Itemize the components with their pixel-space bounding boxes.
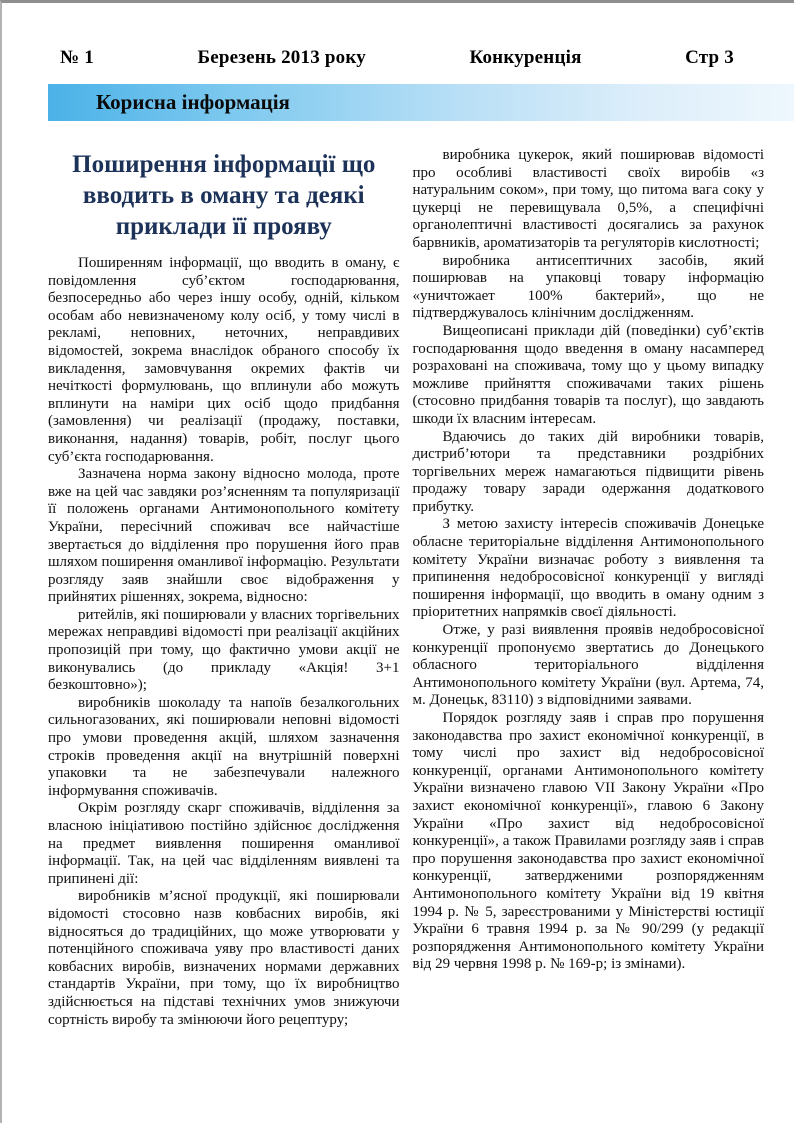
paragraph: виробника цукерок, який поширював відомості про особливі властивості своїх виробів «з натуральним соком», при тому, що питома вага соку у цукерці не перевищувала 0,5%, а специфічні органолептичні властивості досягались за рахунок барвників, ароматизаторів та регуляторів кислотності; xyxy=(412,147,764,251)
article-title: Поширення інформації що вводить в оману та деякі приклади її прояву xyxy=(72,151,376,240)
paragraph: Порядок розгляду заяв і справ про порушення законодавства про захист економічної конкуренції, в тому числі про захист від недобросовісної конкуренції, органами Антимонопольного комітету України визначено главою VII Закону України «Про захист економічної конкуренції», главою 6 Закону України «Про захист від недобросовісної конкуренції», а також Правилами розгляду заяв і справ про порушення законодавства про захист економічної конкуренції, затвердженими розпорядженням Антимонопольного комітету України від 19 квітня 1994 р. № 5, зареєстрованими у Міністерстві юстиції України 6 травня 1994 р. за № 90/299 (у редакції розпорядження Антимонопольного комітету України від 29 червня 1998 р. № 169-р; із змінами). xyxy=(412,710,764,973)
issue-date: Березень 2013 року xyxy=(197,47,366,68)
right-column xyxy=(413,147,765,1029)
paragraph: Поширенням інформації, що вводить в оману, є повідомлення суб’єктом господарювання, безпосередньо або через іншу особу, одній, кільком особам або невизначеному колу осіб, у тому числі в рекламі, неповних, неточних, неправдивих відомостей, зокрема внаслідок обраного способу їх викладення, замовчування окремих фактів чи нечіткості формулювань, що вплинули або можуть вплинути на наміри цих осіб щодо придбання (замовлення) чи реалізації (продажу, поставки, виконання, надання) товарів, робіт, послуг цього суб’єкта господарювання. xyxy=(48,255,400,465)
paragraph: Окрім розгляду скарг споживачів, відділення за власною ініціативою постійно здійснює дослідження на предмет виявлення поширення оманливої інформації. Так, на цей час відділенням виявлені та припинені дії: xyxy=(48,800,400,887)
section-banner xyxy=(48,84,794,121)
publication-name: Конкуренція xyxy=(469,47,582,68)
section-banner-label: Корисна інформація xyxy=(96,90,290,114)
paragraph: виробників шоколаду та напоїв безалкогольних сильногазованих, які поширювали неповні відомості про умови проведення акцій, шляхом зазначення строків проведення акції на внутрішній поверхні упаковки та не забезпечували належного інформування споживачів. xyxy=(48,694,400,799)
masthead xyxy=(2,3,794,69)
paragraph: виробників м’ясної продукції, які поширювали відомості стосовно назв ковбасних виробів, які відносяться до традиційних, що може утворювати у потенційного споживача уяву про властивості даних ковбасних виробів, визначених нормами державних стандартів України, при тому, що їх виробництво здійснюється на підставі технічних умов знижуючи сортність виробу та змінюючи його рецептуру; xyxy=(48,888,400,1028)
page-number: Стр 3 xyxy=(685,47,734,68)
paragraph: З метою захисту інтересів споживачів Донецьке обласне територіальне відділення Антимонопольного комітету України визначає роботу з виявлення та припинення недобросовісної конкуренції у вигляді поширення інформації, що вводить в оману одним з пріоритетних напрямків своєї діяльності. xyxy=(412,516,764,621)
paragraph: Зазначена норма закону відносно молода, проте вже на цей час завдяки роз’ясненням та популяризації її положень органами Антимонопольного комітету України, пересічний споживач все найчастіше звертається до відділення про порушення його прав шляхом поширення оманливої інформацію. Результати розгляду заяв знайшли своє відображення у прийнятих рішеннях, зокрема, відносно: xyxy=(48,466,400,606)
paragraph: Отже, у разі виявлення проявів недобросовісної конкуренції пропонуємо звертатись до Донецького обласного територіального відділення Антимонопольного комітету України (вул. Артема, 74, м. Донецьк, 83110) з відповідними заявами. xyxy=(412,622,764,709)
paragraph: ритейлів, які поширювали у власних торгівельних мережах неправдиві відомості при реалізації акційних пропозицій при тому, що фактично умови акції не виконувались (до прикладу «Акція! 3+1 безкоштовно»); xyxy=(48,606,400,694)
left-column xyxy=(48,147,400,1029)
paragraph: Вдаючись до таких дій виробники товарів, дистриб’ютори та представники роздрібних торгівельних мереж намагаються підвищити рівень продажу товару заради одержання додаткового прибутку. xyxy=(412,428,764,515)
paragraph: Вищеописані приклади дій (поведінки) суб’єктів господарювання щодо введення в оману насамперед розраховані на споживача, тому що у цьому випадку можливе прийняття споживачами таких рішень (стосовно придбання товарів та послуг), що завдають шкоди їх власним інтересам. xyxy=(412,322,764,427)
issue-number: № 1 xyxy=(60,47,94,68)
article-body xyxy=(2,121,794,1029)
paragraph: виробника антисептичних засобів, який поширював на упаковці товару інформацію «уничтожает 100% бактерий», що не підтверджувалось клінічним дослідженням. xyxy=(412,252,764,322)
